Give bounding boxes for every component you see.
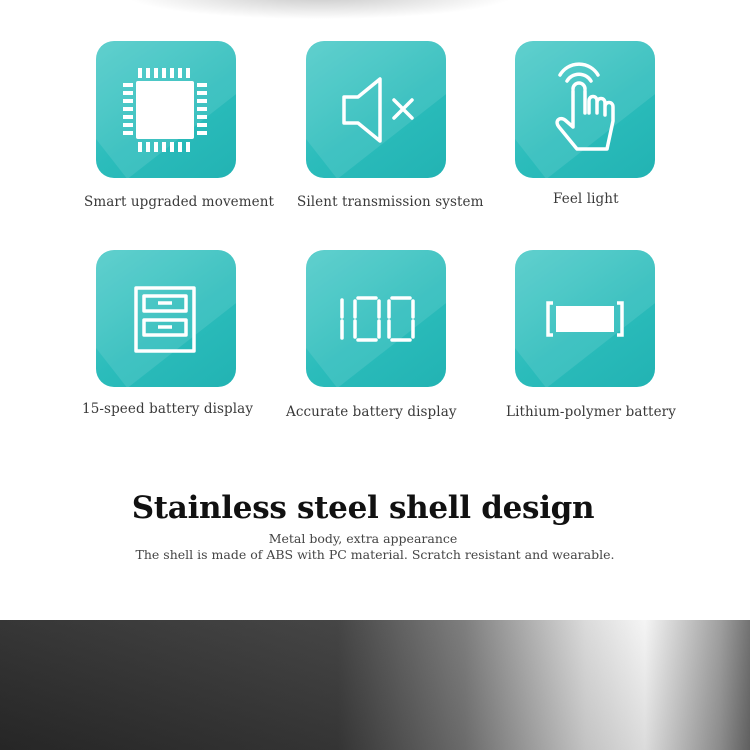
feature-tile-15-speed (96, 250, 236, 387)
section-subtitle: Metal body, extra appearance (268, 531, 458, 546)
section-title: Stainless steel shell design (131, 490, 595, 526)
mute-speaker-icon (306, 41, 446, 178)
feature-label: Feel light (553, 191, 619, 207)
drawer-icon (96, 250, 236, 387)
metal-surface-banner (0, 620, 750, 750)
feature-label: Lithium-polymer battery (506, 404, 676, 420)
feature-label: 15-speed battery display (82, 401, 254, 417)
feature-tile-accurate (306, 250, 446, 387)
battery-icon (515, 250, 655, 387)
feature-tile-feel-light (515, 41, 655, 178)
touch-hand-icon (515, 41, 655, 178)
section-description: The shell is made of ABS with PC material. Scratch resistant and wearable. (135, 547, 615, 562)
top-shadow (0, 0, 750, 40)
chip-icon (96, 41, 236, 178)
feature-tile-lithium (515, 250, 655, 387)
feature-label: Smart upgraded movement (84, 194, 275, 210)
feature-label: Accurate battery display (286, 404, 457, 420)
feature-label: Silent transmission system (297, 194, 484, 210)
feature-tile-silent (306, 41, 446, 178)
digital-100-icon (306, 250, 446, 387)
feature-tile-movement (96, 41, 236, 178)
